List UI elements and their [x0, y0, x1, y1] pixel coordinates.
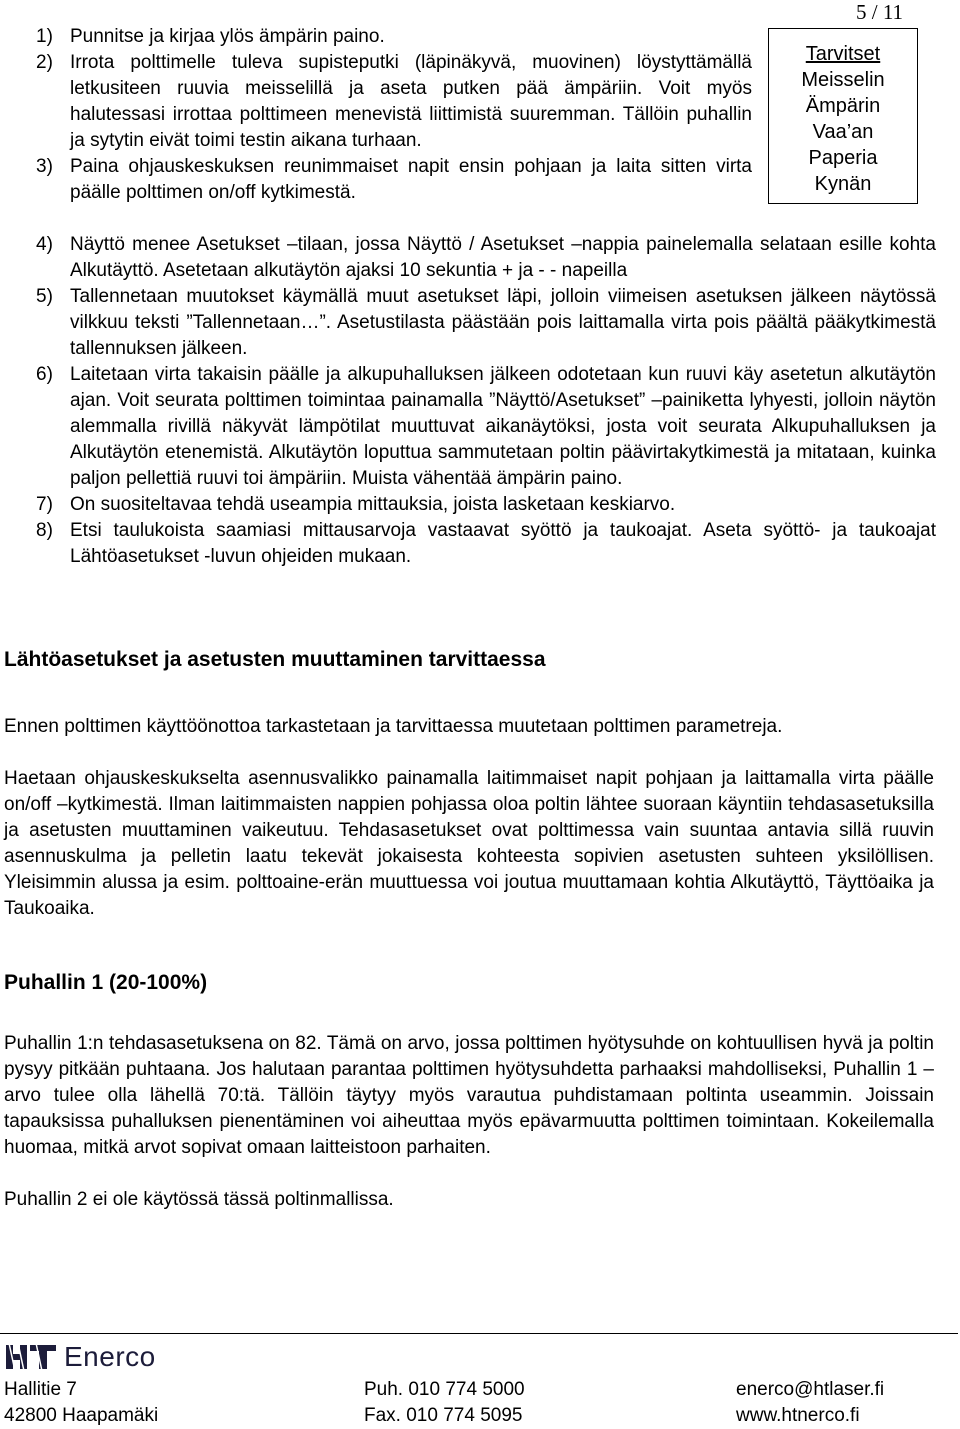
- paragraph: Puhallin 2 ei ole käytössä tässä poltinmallissa.: [4, 1189, 394, 1210]
- step-item: [0, 232, 936, 284]
- requirement-item: Paperia: [808, 147, 878, 169]
- requirement-item: Vaa’an: [812, 121, 874, 143]
- footer-website[interactable]: www.htnerco.fi: [736, 1405, 860, 1426]
- step-item: [0, 362, 936, 492]
- step-text: Näyttö menee Asetukset –tilaan, jossa Näyttö / Asetukset –nappia painelemalla selataan esille kohta Alkutäyttö. Asetetaan alkutäytön ajaksi 10 sekuntia + ja - - napeilla: [70, 234, 936, 281]
- step-number: 1): [36, 26, 53, 47]
- step-text: Laitetaan virta takaisin päälle ja alkupuhalluksen jälkeen odotetaan kun ruuvi käy asetetun alkutäytön ajan. Voit seurata polttimen toimintaa painamalla ”Näyttö/Asetukset” –painiketta lyhyesti, jolloin näytön alemmalla rivillä näkyvät lämpötilat muuttuvat aikanäytöksi, josta voit seurata Alkupuhalluksen ja Alkutäytön etenemistä. Alkutäytön loputtua sammutetaan poltin päävirtakytkimestä ja mitataan, kuinka paljon pellettiä ruuvi toi ämpäriin. Muista vähentää ämpärin paino.: [70, 364, 936, 489]
- step-text: Punnitse ja kirjaa ylös ämpärin paino.: [70, 26, 385, 47]
- paragraph: Ennen polttimen käyttöönottoa tarkastetaan ja tarvittaessa muutetaan polttimen parametreja.: [4, 716, 783, 737]
- ht-logo-icon: [6, 1342, 58, 1372]
- section-heading: Puhallin 1 (20-100%): [4, 971, 208, 994]
- step-item: [0, 24, 752, 50]
- step-number: 5): [36, 286, 53, 307]
- step-number: 8): [36, 520, 53, 541]
- paragraph: Puhallin 1:n tehdasasetuksena on 82. Tämä on arvo, jossa polttimen hyötysuhde on kohtuullisen hyvä ja poltin pysyy pitkään puhtaana. Jos halutaan parantaa polttimen hyötysuhdetta parhaaksi mahdolliseksi, Puhallin 1 –arvo tulee olla lähellä 70:tä. Tällöin täytyy myös varautua puhdistamaan poltinta useammin. Joissain tapauksissa puhalluksen pienentäminen voi aiheuttaa myös epävarmuutta polttimen toimintaan. Kokeilemalla huomaa, mitkä arvot sopivat omaan laitteistoon parhaiten.: [4, 1033, 934, 1158]
- footer-address-line1: Hallitie 7: [4, 1379, 77, 1400]
- paragraph: Haetaan ohjauskeskukselta asennusvalikko painamalla laitimmaiset napit pohjaan ja laittamalla virta päälle on/off –kytkimestä. Ilman laitimmaisten nappien pohjassa oloa poltin lähtee suoraan käyntiin tehdasasetuksilla ja asetusten muuttaminen vaikeutuu. Tehdasasetukset ovat polttimessa vain suuntaa antavia sillä ruuvin asennuskulma ja pelletin laatu tekevät jokaisesta kohteesta sopivien asetusten suhteen yksilöllisen. Yleisimmin alussa ja esim. polttoaine-erän muuttuessa voi joutua muuttamaan kohtia Alkutäyttö, Täyttöaika ja Taukoaika.: [4, 768, 934, 919]
- footer-address-line2: 42800 Haapamäki: [4, 1405, 159, 1426]
- step-item: [0, 284, 936, 362]
- step-text: Paina ohjauskeskuksen reunimmaiset napit ensin pohjaan ja laita sitten virta päälle polttimen on/off kytkimestä.: [70, 156, 752, 203]
- step-item: [0, 492, 936, 518]
- step-number: 6): [36, 364, 53, 385]
- step-text: Etsi taulukoista saamiasi mittausarvoja vastaavat syöttö ja taukoajat. Aseta syöttö- ja taukoajat Lähtöasetukset -luvun ohjeiden mukaan.: [70, 520, 936, 567]
- step-text: On suositeltavaa tehdä useampia mittauksia, joista lasketaan keskiarvo.: [70, 494, 676, 515]
- page-number: 5 / 11: [856, 0, 904, 24]
- step-item: [0, 50, 752, 154]
- steps-list: [0, 232, 936, 570]
- logo-wordmark: Enerco: [64, 1341, 156, 1372]
- footer-fax: Fax. 010 774 5095: [364, 1405, 523, 1426]
- company-logo: [6, 1340, 156, 1374]
- step-item: [0, 154, 752, 206]
- step-number: 2): [36, 52, 53, 73]
- steps-list-top: [0, 24, 752, 206]
- step-text: Irrota polttimelle tuleva supisteputki (läpinäkyvä, muovinen) löystyttämällä letkusiteen ruuvia meisselillä ja aseta putken pää ämpäriin. Voit myös halutessasi irrottaa polttimeen menevistä liittimistä suuremman. Tällöin puhallin ja sytytin eivät toimi testin aikana turhaan.: [70, 52, 752, 151]
- requirement-item: Kynän: [814, 173, 872, 195]
- step-number: 4): [36, 234, 53, 255]
- step-number: 7): [36, 494, 53, 515]
- step-item: [0, 518, 936, 570]
- requirements-box: [768, 28, 918, 204]
- requirements-title: Tarvitset: [805, 43, 881, 65]
- requirement-item: Ämpärin: [805, 95, 881, 117]
- footer-divider: [0, 1333, 958, 1334]
- section-heading: Lähtöasetukset ja asetusten muuttaminen tarvittaessa: [4, 648, 546, 671]
- step-number: 3): [36, 156, 53, 177]
- footer-email[interactable]: enerco@htlaser.fi: [736, 1379, 885, 1400]
- footer-phone: Puh. 010 774 5000: [364, 1379, 525, 1400]
- requirement-item: Meisselin: [801, 69, 885, 91]
- step-text: Tallennetaan muutokset käymällä muut asetukset läpi, jolloin viimeisen asetuksen jälkeen näytössä vilkkuu teksti ”Tallennetaan…”. Asetustilasta päästään pois laittamalla virta pois päältä pääkytkimestä tallennuksen jälkeen.: [70, 286, 936, 359]
